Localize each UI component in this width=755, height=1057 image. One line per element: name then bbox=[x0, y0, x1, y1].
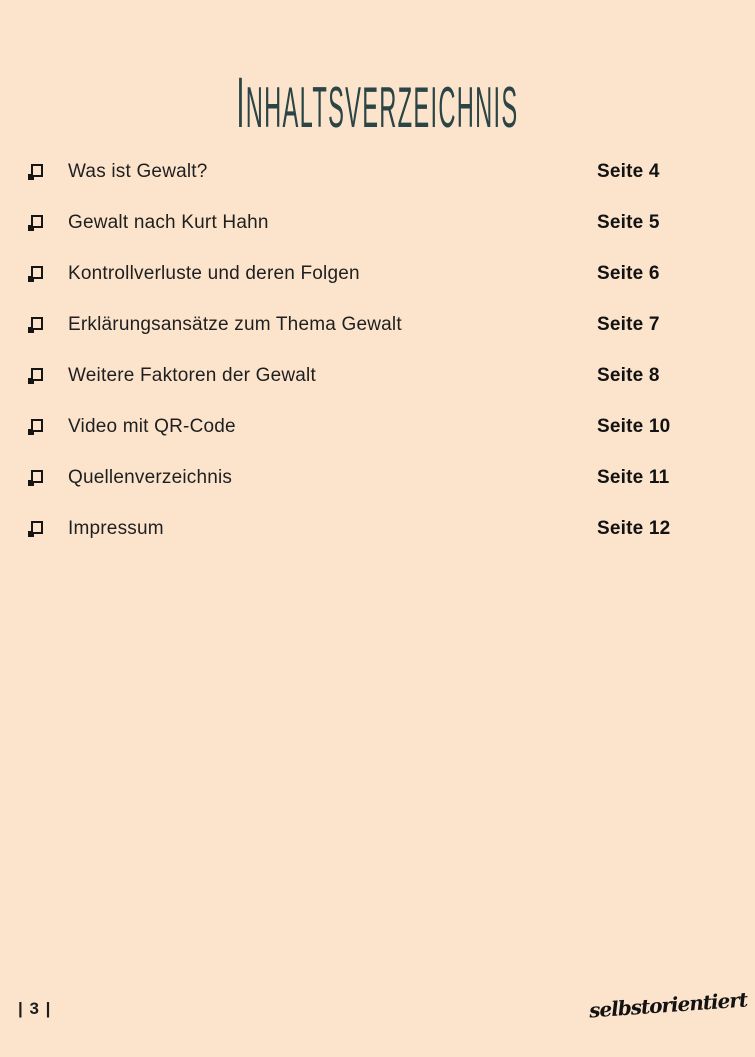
brand-logo: selbstorientiert bbox=[588, 987, 748, 1023]
footer-page-number: | 3 | bbox=[18, 999, 52, 1018]
toc-item-label: Kontrollverluste und deren Folgen bbox=[68, 262, 360, 284]
page-title: INHALTSVERZEICHNIS bbox=[236, 61, 519, 143]
title-container bbox=[0, 62, 755, 142]
toc-item-label: Gewalt nach Kurt Hahn bbox=[68, 211, 269, 233]
toc-item-label: Impressum bbox=[68, 517, 164, 539]
toc-item-page: Seite 6 bbox=[597, 262, 660, 284]
toc-item-page: Seite 12 bbox=[597, 517, 671, 539]
checkbox-bullet-icon bbox=[28, 419, 43, 435]
toc-item bbox=[28, 299, 725, 350]
toc-item-page: Seite 8 bbox=[597, 364, 660, 386]
toc-item-page: Seite 10 bbox=[597, 415, 671, 437]
table-of-contents bbox=[28, 146, 725, 554]
toc-item-page: Seite 11 bbox=[597, 466, 670, 488]
toc-item bbox=[28, 350, 725, 401]
toc-item bbox=[28, 248, 725, 299]
toc-item-label: Quellenverzeichnis bbox=[68, 466, 233, 488]
toc-item bbox=[28, 503, 725, 554]
toc-item bbox=[28, 452, 725, 503]
toc-item bbox=[28, 197, 725, 248]
toc-item bbox=[28, 146, 725, 197]
toc-item-label: Erklärungsansätze zum Thema Gewalt bbox=[68, 313, 402, 335]
toc-item bbox=[28, 401, 725, 452]
checkbox-bullet-icon bbox=[28, 266, 43, 282]
toc-item-label: Weitere Faktoren der Gewalt bbox=[68, 364, 316, 386]
toc-item-label: Was ist Gewalt? bbox=[68, 160, 208, 182]
toc-item-page: Seite 5 bbox=[597, 211, 660, 233]
toc-item-label: Video mit QR-Code bbox=[68, 415, 236, 437]
checkbox-bullet-icon bbox=[28, 317, 43, 333]
checkbox-bullet-icon bbox=[28, 470, 43, 486]
checkbox-bullet-icon bbox=[28, 215, 43, 231]
toc-item-page: Seite 4 bbox=[597, 160, 660, 182]
checkbox-bullet-icon bbox=[28, 521, 43, 537]
checkbox-bullet-icon bbox=[28, 368, 43, 384]
toc-item-page: Seite 7 bbox=[597, 313, 660, 335]
checkbox-bullet-icon bbox=[28, 164, 43, 180]
